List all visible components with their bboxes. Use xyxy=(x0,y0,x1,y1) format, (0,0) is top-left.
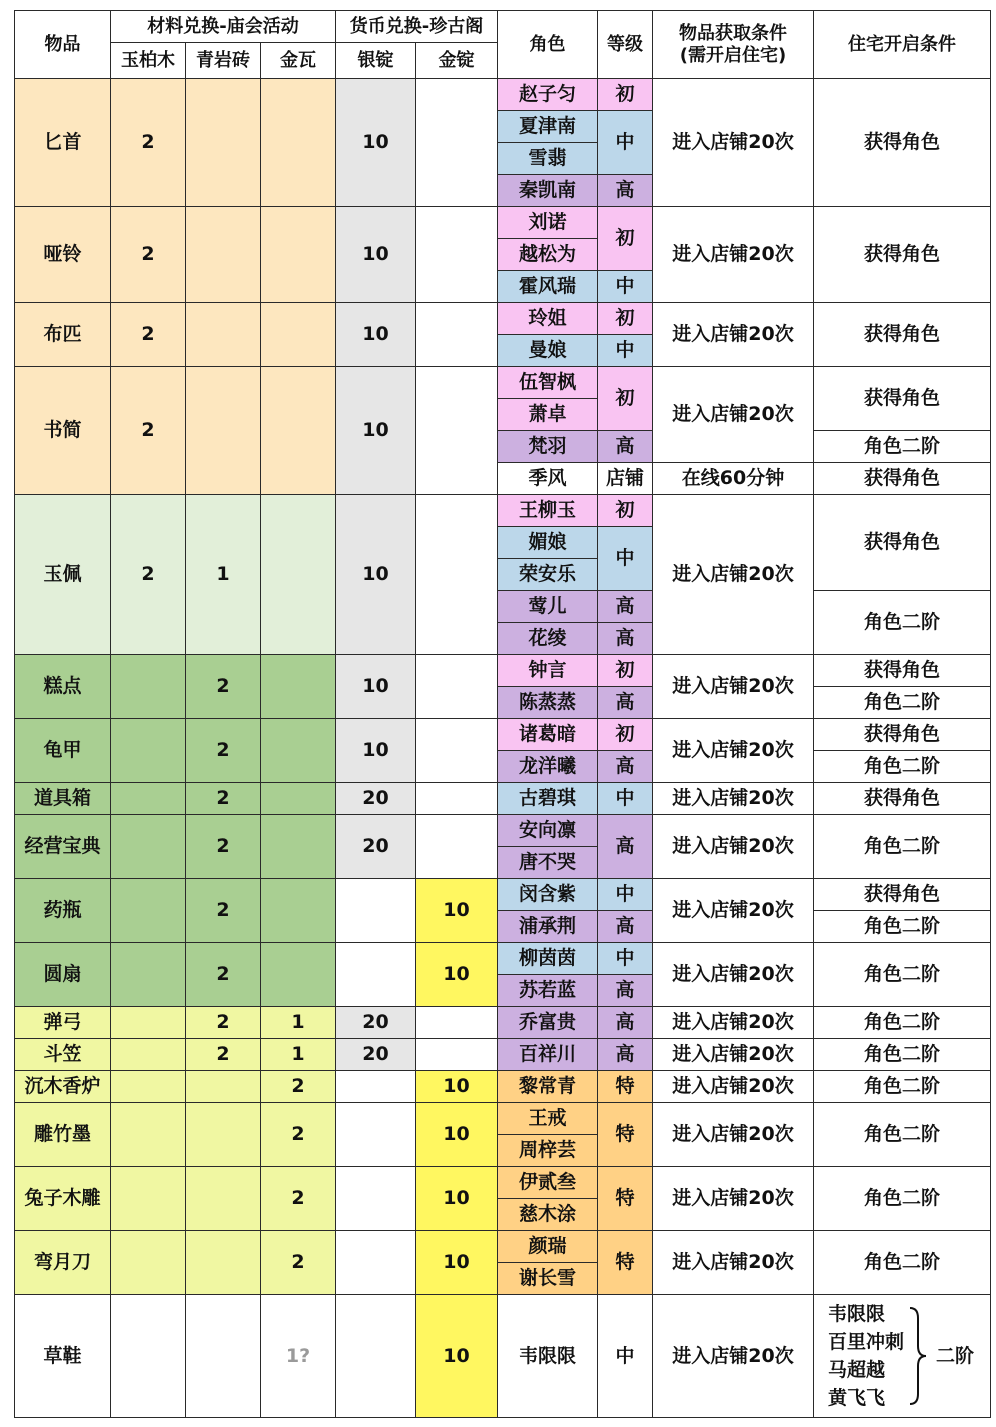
obtain-condition: 进入店铺20次 xyxy=(652,494,814,655)
item-name: 匕首 xyxy=(14,78,111,207)
gold-cost xyxy=(415,1038,498,1071)
gold-tile-cost xyxy=(260,206,336,303)
gold-cost xyxy=(415,494,498,655)
role-level: 初 xyxy=(597,654,653,687)
obtain-condition: 进入店铺20次 xyxy=(652,1070,814,1103)
gold-cost: 10 xyxy=(415,1294,498,1418)
item-name: 书简 xyxy=(14,366,111,495)
role-name: 乔富贵 xyxy=(497,1006,598,1039)
header-gold-tile: 金瓦 xyxy=(260,42,336,79)
stage2-label: 二阶 xyxy=(936,1344,975,1367)
role-level: 中 xyxy=(597,942,653,975)
item-name: 弯月刀 xyxy=(14,1230,111,1295)
item-name: 道具箱 xyxy=(14,782,111,815)
role-level: 特 xyxy=(597,1102,653,1167)
obtain-condition: 进入店铺20次 xyxy=(652,1038,814,1071)
header-currency-group: 货币兑换-珍古阁 xyxy=(335,10,498,43)
role-name: 浦承荆 xyxy=(497,910,598,943)
gold-tile-cost xyxy=(260,366,336,495)
house-condition: 角色二阶 xyxy=(813,1230,991,1295)
role-name: 花绫 xyxy=(497,622,598,655)
stage2-role-name: 百里冲刺 xyxy=(828,1331,905,1353)
stage2-role-name: 韦限限 xyxy=(828,1303,886,1325)
blue-brick-cost xyxy=(185,1294,261,1418)
role-level: 高 xyxy=(597,1038,653,1071)
obtain-condition: 进入店铺20次 xyxy=(652,654,814,719)
blue-brick-cost: 1 xyxy=(185,494,261,655)
blue-brick-cost xyxy=(185,78,261,207)
gold-tile-cost: 2 xyxy=(260,1230,336,1295)
blue-brick-cost: 2 xyxy=(185,942,261,1007)
header-silver: 银锭 xyxy=(335,42,416,79)
header-level: 等级 xyxy=(597,10,653,79)
jade-wood-cost xyxy=(110,718,186,783)
role-name: 伊贰叁 xyxy=(497,1166,598,1199)
role-name: 王柳玉 xyxy=(497,494,598,527)
gold-cost: 10 xyxy=(415,942,498,1007)
obtain-condition: 进入店铺20次 xyxy=(652,206,814,303)
jade-wood-cost: 2 xyxy=(110,78,186,207)
item-name: 弹弓 xyxy=(14,1006,111,1039)
role-name: 安向凛 xyxy=(497,814,598,847)
role-level: 初 xyxy=(597,494,653,527)
item-name: 玉佩 xyxy=(14,494,111,655)
silver-cost: 10 xyxy=(335,494,416,655)
role-level: 特 xyxy=(597,1166,653,1231)
gold-tile-cost xyxy=(260,494,336,655)
house-condition: 角色二阶 xyxy=(813,590,991,655)
item-name: 药瓶 xyxy=(14,878,111,943)
role-level: 初 xyxy=(597,366,653,431)
silver-cost: 10 xyxy=(335,302,416,367)
role-level: 高 xyxy=(597,814,653,879)
role-name: 百祥川 xyxy=(497,1038,598,1071)
role-name: 赵子匀 xyxy=(497,78,598,111)
silver-cost xyxy=(335,1102,416,1167)
role-level: 初 xyxy=(597,718,653,751)
item-name: 哑铃 xyxy=(14,206,111,303)
gold-tile-cost: 2 xyxy=(260,1070,336,1103)
role-level: 高 xyxy=(597,590,653,623)
blue-brick-cost xyxy=(185,1166,261,1231)
jade-wood-cost: 2 xyxy=(110,206,186,303)
gold-tile-cost: 1 xyxy=(260,1006,336,1039)
gold-cost xyxy=(415,366,498,495)
role-name: 周梓芸 xyxy=(497,1134,598,1167)
silver-cost xyxy=(335,1166,416,1231)
gold-cost xyxy=(415,782,498,815)
stage2-role-name: 马超越 xyxy=(828,1359,886,1381)
house-condition: 角色二阶 xyxy=(813,1038,991,1071)
gold-tile-cost xyxy=(260,782,336,815)
obtain-condition: 进入店铺20次 xyxy=(652,782,814,815)
role-level: 初 xyxy=(597,78,653,111)
role-name: 夏津南 xyxy=(497,110,598,143)
item-name: 经营宝典 xyxy=(14,814,111,879)
house-condition: 角色二阶 xyxy=(813,814,991,879)
obtain-condition: 进入店铺20次 xyxy=(652,366,814,463)
silver-cost: 20 xyxy=(335,814,416,879)
gold-tile-cost xyxy=(260,942,336,1007)
house-condition: 角色二阶 xyxy=(813,686,991,719)
role-name: 陈蒸蒸 xyxy=(497,686,598,719)
house-condition: 获得角色 xyxy=(813,782,991,815)
blue-brick-cost: 2 xyxy=(185,654,261,719)
silver-cost: 10 xyxy=(335,718,416,783)
jade-wood-cost xyxy=(110,654,186,719)
silver-cost: 20 xyxy=(335,1038,416,1071)
gold-cost: 10 xyxy=(415,1070,498,1103)
gold-cost xyxy=(415,78,498,207)
blue-brick-cost xyxy=(185,1102,261,1167)
jade-wood-cost xyxy=(110,942,186,1007)
jade-wood-cost xyxy=(110,1294,186,1418)
role-level: 高 xyxy=(597,1006,653,1039)
house-condition-stage2-group xyxy=(813,1294,991,1418)
role-name: 黎常青 xyxy=(497,1070,598,1103)
silver-cost: 20 xyxy=(335,782,416,815)
role-level: 高 xyxy=(597,974,653,1007)
header-obtain-condition: 物品获取条件 (需开启住宅) xyxy=(652,10,814,79)
role-name: 慈木涂 xyxy=(497,1198,598,1231)
item-name: 布匹 xyxy=(14,302,111,367)
jade-wood-cost xyxy=(110,782,186,815)
house-condition: 获得角色 xyxy=(813,302,991,367)
role-name: 王戒 xyxy=(497,1102,598,1135)
blue-brick-cost xyxy=(185,366,261,495)
jade-wood-cost xyxy=(110,1038,186,1071)
role-level: 初 xyxy=(597,206,653,271)
header-role: 角色 xyxy=(497,10,598,79)
house-condition: 角色二阶 xyxy=(813,942,991,1007)
blue-brick-cost xyxy=(185,1070,261,1103)
gold-cost xyxy=(415,206,498,303)
gold-tile-cost: 1? xyxy=(260,1294,336,1418)
role-level: 高 xyxy=(597,910,653,943)
jade-wood-cost xyxy=(110,1006,186,1039)
blue-brick-cost: 2 xyxy=(185,718,261,783)
house-condition: 获得角色 xyxy=(813,494,991,591)
role-name: 玲姐 xyxy=(497,302,598,335)
role-level: 中 xyxy=(597,110,653,175)
role-name: 诸葛暗 xyxy=(497,718,598,751)
role-name: 谢长雪 xyxy=(497,1262,598,1295)
role-name: 龙洋曦 xyxy=(497,750,598,783)
gold-cost xyxy=(415,302,498,367)
gold-cost xyxy=(415,718,498,783)
role-level: 高 xyxy=(597,174,653,207)
house-condition: 获得角色 xyxy=(813,78,991,207)
silver-cost xyxy=(335,878,416,943)
house-condition: 获得角色 xyxy=(813,366,991,431)
header-blue-brick: 青岩砖 xyxy=(185,42,261,79)
role-level: 特 xyxy=(597,1230,653,1295)
house-condition: 角色二阶 xyxy=(813,1070,991,1103)
item-name: 雕竹墨 xyxy=(14,1102,111,1167)
obtain-condition: 进入店铺20次 xyxy=(652,1166,814,1231)
blue-brick-cost: 2 xyxy=(185,878,261,943)
silver-cost xyxy=(335,1230,416,1295)
item-name: 兔子木雕 xyxy=(14,1166,111,1231)
jade-wood-cost xyxy=(110,1070,186,1103)
stage2-role-list xyxy=(828,1300,904,1412)
obtain-condition: 进入店铺20次 xyxy=(652,78,814,207)
role-name: 唐不哭 xyxy=(497,846,598,879)
role-name: 闵含紫 xyxy=(497,878,598,911)
blue-brick-cost: 2 xyxy=(185,782,261,815)
header-house-condition: 住宅开启条件 xyxy=(813,10,991,79)
role-name: 荣安乐 xyxy=(497,558,598,591)
silver-cost xyxy=(335,1070,416,1103)
header-jade-wood: 玉柏木 xyxy=(110,42,186,79)
house-condition: 角色二阶 xyxy=(813,430,991,463)
gold-cost xyxy=(415,654,498,719)
obtain-condition: 进入店铺20次 xyxy=(652,1102,814,1167)
silver-cost: 10 xyxy=(335,366,416,495)
jade-wood-cost: 2 xyxy=(110,494,186,655)
blue-brick-cost: 2 xyxy=(185,814,261,879)
house-condition: 角色二阶 xyxy=(813,910,991,943)
role-name: 萧卓 xyxy=(497,398,598,431)
house-condition: 获得角色 xyxy=(813,878,991,911)
gold-tile-cost xyxy=(260,302,336,367)
silver-cost: 10 xyxy=(335,206,416,303)
header-material-group: 材料兑换-庙会活动 xyxy=(110,10,336,43)
role-name: 古碧琪 xyxy=(497,782,598,815)
obtain-condition: 进入店铺20次 xyxy=(652,1006,814,1039)
role-name: 秦凯南 xyxy=(497,174,598,207)
gold-tile-cost xyxy=(260,814,336,879)
item-name: 龟甲 xyxy=(14,718,111,783)
stage2-role-name: 黄飞飞 xyxy=(828,1387,886,1409)
blue-brick-cost: 2 xyxy=(185,1006,261,1039)
obtain-condition: 进入店铺20次 xyxy=(652,942,814,1007)
jade-wood-cost: 2 xyxy=(110,366,186,495)
gold-cost xyxy=(415,814,498,879)
role-name: 梵羽 xyxy=(497,430,598,463)
role-level: 高 xyxy=(597,622,653,655)
item-name: 圆扇 xyxy=(14,942,111,1007)
role-name: 越松为 xyxy=(497,238,598,271)
role-level: 中 xyxy=(597,1294,653,1418)
silver-cost: 20 xyxy=(335,1006,416,1039)
gold-tile-cost: 1 xyxy=(260,1038,336,1071)
role-level: 中 xyxy=(597,526,653,591)
blue-brick-cost xyxy=(185,1230,261,1295)
gold-cost xyxy=(415,1006,498,1039)
role-name: 颜瑞 xyxy=(497,1230,598,1263)
gold-tile-cost xyxy=(260,878,336,943)
role-name: 莺儿 xyxy=(497,590,598,623)
role-name: 韦限限 xyxy=(497,1294,598,1418)
house-condition: 角色二阶 xyxy=(813,1102,991,1167)
role-level: 中 xyxy=(597,878,653,911)
role-name: 雪翡 xyxy=(497,142,598,175)
header-gold: 金锭 xyxy=(415,42,498,79)
house-condition: 获得角色 xyxy=(813,462,991,495)
house-condition: 获得角色 xyxy=(813,206,991,303)
house-condition: 角色二阶 xyxy=(813,1166,991,1231)
role-name: 刘诺 xyxy=(497,206,598,239)
jade-wood-cost xyxy=(110,1230,186,1295)
house-condition: 角色二阶 xyxy=(813,750,991,783)
role-name: 苏若蓝 xyxy=(497,974,598,1007)
gold-tile-cost xyxy=(260,78,336,207)
gold-cost: 10 xyxy=(415,1102,498,1167)
house-condition: 角色二阶 xyxy=(813,1006,991,1039)
role-level: 中 xyxy=(597,782,653,815)
role-level: 店铺 xyxy=(597,462,653,495)
role-name: 媚娘 xyxy=(497,526,598,559)
role-level: 高 xyxy=(597,686,653,719)
role-name: 钟言 xyxy=(497,654,598,687)
role-name: 曼娘 xyxy=(497,334,598,367)
obtain-condition: 进入店铺20次 xyxy=(652,814,814,879)
obtain-condition: 在线60分钟 xyxy=(652,462,814,495)
item-name: 草鞋 xyxy=(14,1294,111,1418)
role-name: 柳茵茵 xyxy=(497,942,598,975)
role-level: 高 xyxy=(597,750,653,783)
silver-cost: 10 xyxy=(335,654,416,719)
jade-wood-cost: 2 xyxy=(110,302,186,367)
jade-wood-cost xyxy=(110,814,186,879)
house-condition: 获得角色 xyxy=(813,718,991,751)
gold-tile-cost xyxy=(260,718,336,783)
role-level: 初 xyxy=(597,302,653,335)
gold-cost: 10 xyxy=(415,878,498,943)
gold-tile-cost xyxy=(260,654,336,719)
jade-wood-cost xyxy=(110,1102,186,1167)
blue-brick-cost: 2 xyxy=(185,1038,261,1071)
obtain-condition: 进入店铺20次 xyxy=(652,718,814,783)
obtain-condition: 进入店铺20次 xyxy=(652,878,814,943)
jade-wood-cost xyxy=(110,1166,186,1231)
role-level: 特 xyxy=(597,1070,653,1103)
role-level: 中 xyxy=(597,270,653,303)
role-name: 霍风瑞 xyxy=(497,270,598,303)
role-level: 中 xyxy=(597,334,653,367)
silver-cost xyxy=(335,1294,416,1418)
right-brace-icon xyxy=(908,1306,930,1406)
role-name: 季风 xyxy=(497,462,598,495)
blue-brick-cost xyxy=(185,206,261,303)
item-name: 糕点 xyxy=(14,654,111,719)
gold-cost: 10 xyxy=(415,1230,498,1295)
gold-tile-cost: 2 xyxy=(260,1166,336,1231)
gold-tile-cost: 2 xyxy=(260,1102,336,1167)
obtain-condition: 进入店铺20次 xyxy=(652,1230,814,1295)
role-name: 伍智枫 xyxy=(497,366,598,399)
header-item: 物品 xyxy=(14,10,111,79)
silver-cost xyxy=(335,942,416,1007)
house-condition: 获得角色 xyxy=(813,654,991,687)
blue-brick-cost xyxy=(185,302,261,367)
item-name: 沉木香炉 xyxy=(14,1070,111,1103)
item-name: 斗笠 xyxy=(14,1038,111,1071)
jade-wood-cost xyxy=(110,878,186,943)
obtain-condition: 进入店铺20次 xyxy=(652,302,814,367)
gold-cost: 10 xyxy=(415,1166,498,1231)
silver-cost: 10 xyxy=(335,78,416,207)
obtain-condition: 进入店铺20次 xyxy=(652,1294,814,1418)
role-level: 高 xyxy=(597,430,653,463)
